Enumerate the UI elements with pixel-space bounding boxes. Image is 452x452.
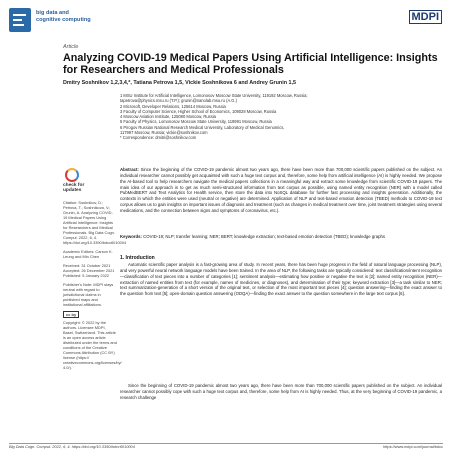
updates-icon — [65, 168, 79, 182]
affiliation-line: tapetrova@physics.msu.ru (T.P.); grunin@nanolab.msu.ru (A.G.) — [120, 98, 237, 104]
affiliation-line: 1 MSU Institute for Artificial Intelligence, Lomonosov Moscow State University, 119192 Moscow, Russia; — [120, 93, 308, 98]
accepted-date: Accepted: 26 December 2021 — [63, 268, 115, 273]
citation: Citation: Soshnikov, D.; Petrova, T.; Soshnikova, V.; Grunin, A. Analyzing COVID-19 Medical Papers Using Artificial Intelligence: Insights for Researchers and Medical Professionals. Big Data Cogn. Comput. 2022, 6, 4. https://doi.org/10.3390/bdcc6010004 — [63, 200, 127, 245]
published-date: Published: 5 January 2022 — [63, 273, 110, 278]
body-paragraph: Since the beginning of COVID-19 pandemic almost two years ago, there have been more than 700,000 scientific papers published on the subject. An individual researcher cannot possibly cope with such a huge text corpus and, therefore, some help from AI is highly needed. Thus, at the very beginning of COVID-19 pandemic, a research challenge — [120, 383, 442, 400]
check-for-updates-badge[interactable] — [63, 168, 101, 193]
abstract — [120, 167, 442, 214]
affiliation-line: 117997 Moscow, Russia; vickie@soshnikov.com — [120, 130, 208, 136]
publisher-logo: MDPI — [409, 10, 443, 24]
affiliation-line: 3 Faculty of Computer Science, Higher School of Economics, 109028 Moscow, Russia — [120, 108, 277, 114]
affiliation-line: * Correspondence: dmitri@soshnikov.com — [120, 135, 197, 141]
paper-title: Analyzing COVID-19 Medical Papers Using Artificial Intelligence: Insights for Researchers and Medical Professionals — [63, 52, 438, 76]
journal-name — [36, 10, 91, 24]
academic-editors: Academic Editors: Carson K. Leung and Min Chen — [63, 249, 113, 259]
journal-logo — [9, 8, 31, 32]
journal-name-line1: big data and — [36, 10, 69, 16]
received-date: Received: 31 October 2021 — [63, 263, 111, 268]
keywords-text: COVID-19; NLP; transfer learning; NER; BERT; knowledge extraction; text-based emotion detection (TBED); knowledge graphs — [143, 234, 386, 239]
journal-name-line2: cognitive computing — [36, 17, 91, 23]
author-list: Dmitry Soshnikov 1,2,3,4,*, Tatiana Petrova 1,5, Vickie Soshnikova 6 and Andrey Grunin 1,5 — [63, 80, 296, 86]
keywords — [120, 234, 442, 240]
affiliation-line: 6 Pirogov Russian National Research Medical University, Laboratory of Medical Genomics, — [120, 124, 285, 130]
affiliation-line: 2 Microsoft, Developer Relations, 125614 Moscow, Russia — [120, 103, 226, 109]
body-paragraph: Automatic scientific paper analysis is a fast-growing area of study. In recent years, there has been huge progress in the field of natural language processing (NLP), and very powerful neural network language models have been trained. In the area of NLP, the following tasks are typically considered: text classification/intent recognition—classification of text pieces into a number of categories [1]; sentiment analysis—estimating how positive or negative the text is [2]; named entity recognition (NER)—extraction of named entities from text (for example, names of medicines, or diagnoses), and determination of their type; keyword extraction [3]—a task similar to NER; text summarization-generation of a short version of the original text, or selection of the most important text pieces [4]; question answering—finding the exact answer to the question from text [5]; open-domain question answering (ODQA)—finding the exact answer to the question somewhere in the large text corpus [6]. — [120, 262, 442, 297]
section-heading: 1. Introduction — [120, 255, 155, 261]
keywords-label: Keywords: — [120, 234, 142, 239]
publisher-note: Publisher's Note: MDPI stays neutral with regard to jurisdictional claims in published maps and institutional affiliations. — [63, 282, 114, 307]
cc-license-icon[interactable]: cc by — [63, 311, 79, 318]
footer-citation[interactable]: Big Data Cogn. Comput. 2022, 6, 4. https://doi.org/10.3390/bdcc6010004 — [9, 444, 135, 449]
affiliation-line: 4 Moscow Aviation Institute, 125080 Moscow, Russia — [120, 114, 216, 120]
affiliations — [120, 93, 442, 141]
sidebar-metadata — [63, 200, 127, 374]
updates-line1: check for — [63, 183, 85, 188]
footer-journal-link[interactable]: https://www.mdpi.com/journal/bdcc — [383, 444, 443, 449]
updates-line2: updates — [63, 188, 82, 193]
affiliation-line: 5 Faculty of Physics, Lomonosov Moscow State University, 119991 Moscow, Russia — [120, 119, 272, 125]
article-type: Article — [63, 44, 79, 50]
copyright: Copyright: © 2022 by the authors. Licensee MDPI, Basel, Switzerland. This article is an open access article distributed under the terms and conditions of the Creative Commons Attribution (CC BY) license (https:// creativecommons.org/licenses/by/ 4.0/). — [63, 320, 122, 370]
abstract-text: Since the beginning of the COVID-19 pandemic almost two years ago, there have been more than 700,000 scientific papers published on the subject. An individual researcher cannot possibly get acquainted with such a huge text corpus and, therefore, some help from artificial intelligence (AI) is highly needed. We propose the AI-based tool to help researchers navigate the medical papers collections in a meaningful way and extract some knowledge from scientific COVID-19 papers. The main idea of our approach is to get as much semi-structured information from text corpus as possible, using named entity recognition (NER) with a model called PubMedBERT and Text Analytics for Health service, then store the data into NoSQL database for further fast processing and insights generation. Additionally, the contexts in which the entities were used (neutral or negative) are determined. Application of NLP and text-based emotion detection (TBED) methods to COVID-19 text corpus allows us to gain insights on important issues of diagnosis and treatment (such as changes in medical treatment over time, joint treatment strategies using several medications, and the connection between signs and symptoms of coronavirus, etc.). — [120, 167, 442, 213]
abstract-label: Abstract: — [120, 167, 139, 172]
